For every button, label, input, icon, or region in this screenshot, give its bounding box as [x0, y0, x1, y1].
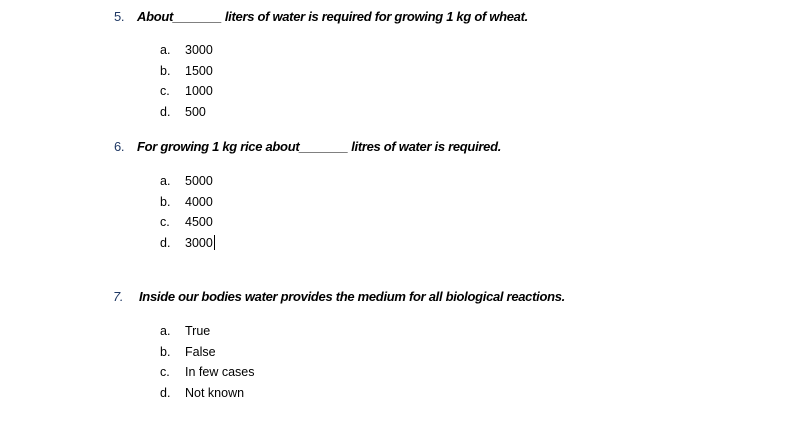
option-letter: d. — [160, 104, 171, 119]
option-letter: b. — [160, 194, 171, 209]
text-cursor — [214, 235, 215, 250]
question-number: 6. — [114, 139, 125, 154]
option-text: True — [185, 324, 211, 338]
option-letter: d. — [160, 385, 171, 400]
option-letter: c. — [160, 365, 170, 379]
question-5-line — [0, 7, 805, 27]
option-letter: b. — [160, 63, 171, 78]
option-text: In few cases — [185, 365, 255, 379]
option-letter: a. — [160, 324, 171, 338]
answer-blank: _______ — [299, 139, 348, 154]
option-text: 1500 — [185, 63, 213, 78]
option-text: 1000 — [185, 84, 213, 98]
option-text: 5000 — [185, 174, 213, 188]
option-letter: a. — [160, 174, 171, 188]
option-text: Not known — [185, 385, 245, 400]
question-6-line — [0, 137, 805, 157]
option-text: False — [185, 344, 216, 359]
option-letter: d. — [160, 235, 171, 250]
option-text: 500 — [185, 104, 206, 119]
question-text: For growing 1 kg rice about_______ litres of water is required. — [137, 139, 502, 154]
question-text: Inside our bodies water provides the medium for all biological reactions. — [139, 289, 565, 304]
question-number: 5. — [114, 9, 125, 24]
option-text: 3000 — [185, 235, 213, 250]
option-letter: c. — [160, 215, 170, 229]
question-7-line — [0, 287, 805, 307]
question-number: 7. — [113, 289, 124, 304]
option-text: 3000 — [185, 43, 213, 57]
option-letter: b. — [160, 344, 171, 359]
option-letter: c. — [160, 84, 170, 98]
option-text: 4000 — [185, 194, 213, 209]
question-text: About_______ liters of water is required for growing 1 kg of wheat. — [137, 9, 528, 24]
option-text: 4500 — [185, 215, 213, 229]
option-letter: a. — [160, 43, 171, 57]
answer-blank: _______ — [173, 9, 222, 24]
